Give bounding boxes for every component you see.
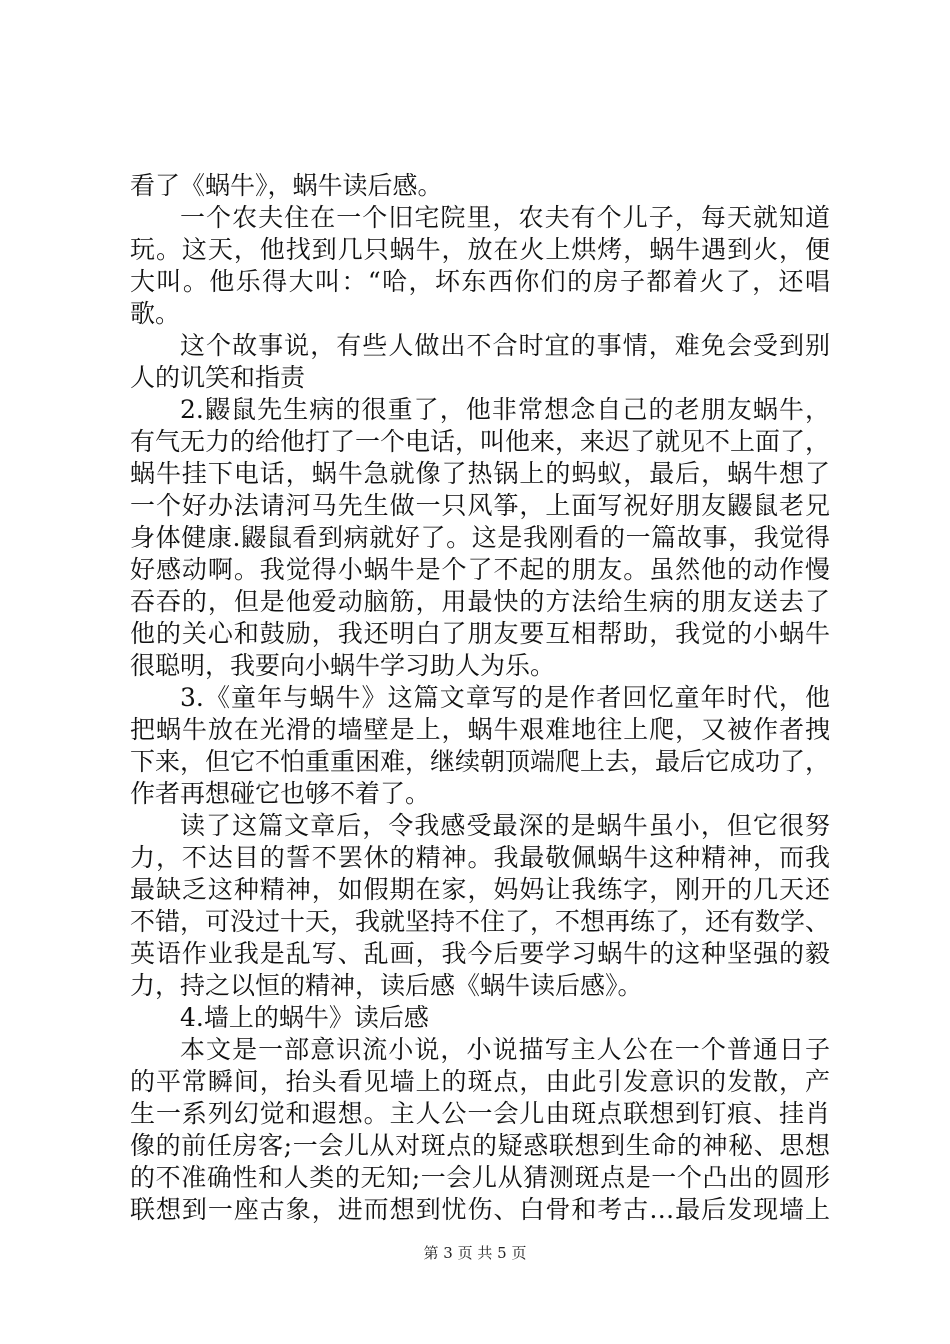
text-line: 本文是一部意识流小说，小说描写主人公在一个普通日子 (180, 1035, 830, 1064)
text-line: 把蜗牛放在光滑的墙壁是上，蜗牛艰难地往上爬，又被作者拽 (130, 715, 830, 744)
text-line: 力，持之以恒的精神，读后感《蜗牛读后感》。 (130, 971, 643, 1000)
text-line: 下来，但它不怕重重困难，继续朝顶端爬上去，最后它成功了， (130, 747, 830, 776)
text-line: 吞吞的，但是他爱动脑筋，用最快的方法给生病的朋友送去了 (130, 587, 830, 616)
text-line: 最缺乏这种精神，如假期在家，妈妈让我练字，刚开的几天还 (130, 875, 830, 904)
text-line: 生一系列幻觉和遐想。主人公一会儿由斑点联想到钉痕、挂肖 (130, 1099, 830, 1128)
text-line: 这个故事说，有些人做出不合时宜的事情，难免会受到别 (180, 331, 830, 360)
text-line: 作者再想碰它也够不着了。 (130, 779, 431, 808)
text-line: 好感动啊。我觉得小蜗牛是个了不起的朋友。虽然他的动作慢 (130, 555, 830, 584)
text-line: 不错，可没过十天，我就坚持不住了，不想再练了，还有数学、 (130, 907, 830, 936)
text-line: 人的讥笑和指责 (130, 363, 306, 392)
text-line: 大叫。他乐得大叫：“哈，坏东西你们的房子都着火了，还唱 (130, 267, 830, 296)
text-line: 读了这篇文章后，令我感受最深的是蜗牛虽小，但它很努 (180, 811, 830, 840)
text-line: 2.鼹鼠先生病的很重了，他非常想念自己的老朋友蜗牛， (180, 395, 830, 424)
text-line: 蜗牛挂下电话，蜗牛急就像了热锅上的蚂蚁，最后，蜗牛想了 (130, 459, 830, 488)
text-line: 3.《童年与蜗牛》这篇文章写的是作者回忆童年时代，他 (180, 683, 830, 712)
text-line: 的不准确性和人类的无知;一会儿从猜测斑点是一个凸出的圆形 (130, 1163, 830, 1192)
text-line: 4.墙上的蜗牛》读后感 (180, 1003, 429, 1032)
text-line: 看了《蜗牛》，蜗牛读后感。 (130, 171, 443, 200)
text-line: 他的关心和鼓励，我还明白了朋友要互相帮助，我觉的小蜗牛 (130, 619, 830, 648)
text-line: 联想到一座古象，进而想到忧伤、白骨和考古…最后发现墙上 (130, 1195, 830, 1224)
text-line: 力，不达目的誓不罢休的精神。我最敬佩蜗牛这种精神，而我 (130, 843, 830, 872)
text-line: 的平常瞬间，抬头看见墙上的斑点，由此引发意识的发散，产 (130, 1067, 830, 1096)
document-body (130, 170, 830, 1226)
text-line: 歌。 (130, 299, 181, 328)
text-line: 一个好办法请河马先生做一只风筝，上面写祝好朋友鼹鼠老兄 (130, 491, 830, 520)
text-line: 一个农夫住在一个旧宅院里，农夫有个儿子，每天就知道 (180, 203, 830, 232)
text-line: 很聪明，我要向小蜗牛学习助人为乐。 (130, 651, 556, 680)
text-line: 玩。这天，他找到几只蜗牛，放在火上烘烤，蜗牛遇到火，便 (130, 235, 830, 264)
text-line: 像的前任房客;一会儿从对斑点的疑惑联想到生命的神秘、思想 (130, 1131, 830, 1160)
text-line: 有气无力的给他打了一个电话，叫他来，来迟了就见不上面了， (130, 427, 830, 456)
text-line: 身体健康.鼹鼠看到病就好了。这是我刚看的一篇故事，我觉得 (130, 523, 830, 552)
text-line: 英语作业我是乱写、乱画，我今后要学习蜗牛的这种坚强的毅 (130, 939, 830, 968)
page-footer: 第 3 页 共 5 页 (423, 1244, 527, 1262)
